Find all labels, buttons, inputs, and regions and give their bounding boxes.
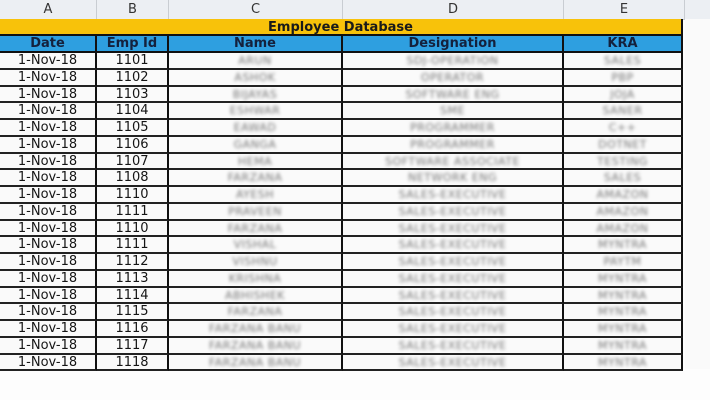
cell-emp-id[interactable]	[97, 254, 169, 271]
cell-date-text: 1-Nov-18	[17, 203, 78, 219]
cell-designation[interactable]	[343, 103, 564, 120]
cell-date-text: 1-Nov-18	[17, 53, 78, 68]
table-row	[0, 304, 683, 321]
cell-kra[interactable]	[564, 70, 683, 87]
cell-kra[interactable]	[564, 355, 683, 372]
cell-name[interactable]	[169, 271, 343, 288]
cell-kra-text: DOTNET	[598, 137, 647, 151]
column-header-d[interactable]: D	[343, 0, 564, 19]
cell-emp-id[interactable]	[97, 304, 169, 321]
table-row	[0, 288, 683, 305]
cell-date[interactable]	[0, 170, 97, 187]
cell-name-text: EAWAD	[233, 121, 277, 134]
cell-date[interactable]	[0, 187, 97, 204]
cell-emp-id-text: 1102	[115, 69, 149, 85]
cell-kra[interactable]	[564, 137, 683, 154]
cell-name[interactable]	[169, 187, 343, 204]
cell-designation[interactable]	[343, 338, 564, 355]
cell-emp-id-text: 1111	[115, 237, 149, 253]
cell-date-text: 1-Nov-18	[17, 287, 78, 303]
cell-emp-id-text: 1112	[115, 254, 149, 269]
cell-name[interactable]	[169, 321, 343, 338]
cell-emp-id-text: 1104	[115, 103, 149, 119]
cell-name[interactable]	[169, 53, 343, 70]
cell-designation[interactable]	[343, 254, 564, 271]
cell-date-text: 1-Nov-18	[17, 304, 78, 320]
cell-emp-id[interactable]	[97, 103, 169, 120]
cell-name[interactable]	[169, 87, 343, 104]
cell-designation-text: SALES-EXECUTIVE	[398, 322, 507, 335]
cell-emp-id-text: 1101	[115, 53, 149, 68]
cell-name[interactable]	[169, 120, 343, 137]
cell-designation[interactable]	[343, 170, 564, 187]
table-header-row	[0, 36, 683, 53]
header-date[interactable]: Date	[0, 36, 97, 53]
table-row	[0, 137, 683, 154]
cell-designation[interactable]	[343, 70, 564, 87]
cell-date-text: 1-Nov-18	[17, 354, 78, 370]
cell-date[interactable]	[0, 304, 97, 321]
cell-kra-text: MYNTRA	[598, 305, 647, 319]
cell-designation-text: NETWORK ENG	[408, 171, 497, 185]
cell-date[interactable]	[0, 154, 97, 171]
cell-date[interactable]	[0, 288, 97, 305]
cell-emp-id[interactable]	[97, 355, 169, 372]
cell-date[interactable]	[0, 137, 97, 154]
cell-kra-text: AMAZON	[596, 221, 649, 235]
cell-name-text: FARZANA	[227, 305, 283, 319]
cell-kra-text: PBP	[611, 70, 634, 84]
cell-emp-id-text: 1115	[115, 304, 149, 320]
cell-emp-id-text: 1103	[115, 86, 149, 102]
cell-kra-text: JOJA	[610, 87, 635, 101]
cell-kra[interactable]	[564, 304, 683, 321]
cell-designation-text: SALES-EXECUTIVE	[398, 338, 507, 352]
cell-kra[interactable]	[564, 271, 683, 288]
cell-name-text: FARZANA BANU	[208, 322, 302, 335]
cell-kra[interactable]	[564, 254, 683, 271]
cell-emp-id[interactable]	[97, 288, 169, 305]
cell-kra-text: MYNTRA	[598, 238, 647, 252]
cell-kra[interactable]	[564, 187, 683, 204]
cell-emp-id[interactable]	[97, 237, 169, 254]
cell-name[interactable]	[169, 137, 343, 154]
cell-emp-id-text: 1107	[115, 153, 149, 169]
table-row	[0, 271, 683, 288]
cell-emp-id-text: 1111	[115, 203, 149, 219]
column-header-c[interactable]: C	[169, 0, 343, 19]
cell-kra-text: C++	[608, 121, 637, 134]
cell-designation-text: SALES-EXECUTIVE	[398, 355, 507, 369]
cell-date[interactable]	[0, 53, 97, 70]
cell-name[interactable]	[169, 237, 343, 254]
cell-kra[interactable]	[564, 53, 683, 70]
cell-date[interactable]	[0, 355, 97, 372]
table-row	[0, 103, 683, 120]
cell-kra[interactable]	[564, 87, 683, 104]
cell-emp-id[interactable]	[97, 87, 169, 104]
cell-designation-text: SALES-EXECUTIVE	[398, 188, 507, 201]
cell-name-text: AYESH	[235, 188, 275, 201]
cell-date-text: 1-Nov-18	[17, 337, 78, 353]
column-header-e[interactable]: E	[564, 0, 685, 19]
cell-date-text: 1-Nov-18	[17, 220, 78, 236]
cell-designation[interactable]	[343, 53, 564, 70]
cell-designation-text: PROGRAMMER	[410, 137, 495, 151]
cell-designation-text: SME	[440, 104, 465, 118]
cell-date[interactable]	[0, 103, 97, 120]
cell-emp-id-text: 1110	[115, 220, 149, 236]
cell-kra[interactable]	[564, 120, 683, 137]
cell-designation[interactable]	[343, 120, 564, 137]
cell-name-text: PRAVEEN	[228, 204, 282, 218]
cell-kra[interactable]	[564, 103, 683, 120]
cell-emp-id-text: 1106	[115, 136, 149, 152]
cell-name-text: FARZANA	[227, 221, 283, 235]
cell-kra[interactable]	[564, 288, 683, 305]
cell-date-text: 1-Nov-18	[17, 120, 78, 135]
table-row	[0, 204, 683, 221]
cell-name[interactable]	[169, 154, 343, 171]
cell-kra[interactable]	[564, 204, 683, 221]
column-header-bar	[0, 0, 710, 20]
cell-designation[interactable]	[343, 304, 564, 321]
cell-emp-id[interactable]	[97, 170, 169, 187]
cell-emp-id-text: 1118	[115, 354, 149, 370]
cell-emp-id-text: 1110	[115, 187, 149, 202]
table-row	[0, 321, 683, 338]
cell-date-text: 1-Nov-18	[17, 103, 78, 119]
cell-kra-text: PAYTM	[603, 255, 642, 268]
cell-name-text: BIJAYAS	[232, 87, 278, 101]
table-title: Employee Database	[268, 20, 413, 35]
cell-name[interactable]	[169, 355, 343, 372]
cell-designation-text: SALES-EXECUTIVE	[398, 271, 507, 285]
table-row	[0, 237, 683, 254]
cell-name-text: VISHNU	[232, 255, 278, 268]
cell-date[interactable]	[0, 120, 97, 137]
cell-designation-text: SALES-EXECUTIVE	[398, 255, 507, 268]
cell-designation[interactable]	[343, 237, 564, 254]
cell-designation-text: SALES-EXECUTIVE	[398, 288, 507, 302]
cell-designation-text: PROGRAMMER	[410, 121, 495, 134]
cell-kra[interactable]	[564, 321, 683, 338]
cell-designation-text: OPERATOR	[420, 70, 485, 84]
cell-date-text: 1-Nov-18	[17, 270, 78, 286]
cell-designation[interactable]	[343, 355, 564, 372]
cell-kra-text: MYNTRA	[598, 355, 647, 369]
cell-emp-id-text: 1117	[115, 337, 149, 353]
cell-name[interactable]	[169, 221, 343, 238]
header-designation[interactable]: Designation	[343, 36, 564, 53]
table-row	[0, 355, 683, 372]
cell-name-text: ABHISHEK	[224, 288, 285, 302]
cell-date-text: 1-Nov-18	[17, 69, 78, 85]
cell-date[interactable]	[0, 70, 97, 87]
cell-name-text: FARZANA BANU	[208, 338, 302, 352]
cell-kra[interactable]	[564, 170, 683, 187]
cell-emp-id[interactable]	[97, 154, 169, 171]
cell-emp-id[interactable]	[97, 204, 169, 221]
cell-name-text: VISHAL	[233, 238, 277, 252]
cell-name[interactable]	[169, 338, 343, 355]
cell-name[interactable]	[169, 254, 343, 271]
cell-date[interactable]	[0, 271, 97, 288]
cell-date[interactable]	[0, 338, 97, 355]
cell-name[interactable]	[169, 70, 343, 87]
cell-emp-id-text: 1105	[115, 120, 149, 135]
table-row	[0, 221, 683, 238]
cell-designation-text: SALES-EXECUTIVE	[398, 221, 507, 235]
cell-kra-text: MYNTRA	[598, 288, 647, 302]
cell-emp-id-text: 1113	[115, 270, 149, 286]
cell-name-text: HEMA	[237, 154, 273, 168]
cell-designation-text: SDJ-OPERATION	[406, 54, 499, 67]
table-title-cell[interactable]	[0, 19, 683, 36]
column-header-b[interactable]: B	[97, 0, 169, 19]
cell-designation[interactable]	[343, 87, 564, 104]
cell-kra-text: AMAZON	[596, 204, 649, 218]
cell-kra-text: TESTING	[597, 154, 648, 168]
cell-designation-text: SOFTWARE ASSOCIATE	[385, 154, 520, 168]
cell-date-text: 1-Nov-18	[17, 187, 78, 202]
header-kra[interactable]: KRA	[564, 36, 683, 53]
cell-kra-text: MYNTRA	[598, 338, 647, 352]
cell-emp-id[interactable]	[97, 271, 169, 288]
cell-name[interactable]	[169, 204, 343, 221]
cell-emp-id[interactable]	[97, 221, 169, 238]
cell-designation-text: SALES-EXECUTIVE	[398, 238, 507, 252]
cell-name[interactable]	[169, 103, 343, 120]
table-row	[0, 254, 683, 271]
cell-designation-text: SOFTWARE ENG	[405, 87, 500, 101]
cell-date[interactable]	[0, 237, 97, 254]
cell-designation[interactable]	[343, 271, 564, 288]
cell-emp-id-text: 1108	[115, 170, 149, 186]
cell-emp-id[interactable]	[97, 70, 169, 87]
cell-date[interactable]	[0, 254, 97, 271]
cell-date-text: 1-Nov-18	[17, 321, 78, 336]
cell-emp-id[interactable]	[97, 137, 169, 154]
cell-date-text: 1-Nov-18	[17, 86, 78, 102]
cell-designation[interactable]	[343, 154, 564, 171]
cell-name[interactable]	[169, 170, 343, 187]
header-name[interactable]: Name	[169, 36, 343, 53]
cell-date-text: 1-Nov-18	[17, 153, 78, 169]
cell-date-text: 1-Nov-18	[17, 237, 78, 253]
cell-date-text: 1-Nov-18	[17, 170, 78, 186]
cell-designation[interactable]	[343, 137, 564, 154]
table-row	[0, 87, 683, 104]
cell-kra[interactable]	[564, 237, 683, 254]
cell-kra-text: SALES	[603, 54, 642, 67]
cell-designation[interactable]	[343, 204, 564, 221]
cell-date[interactable]	[0, 204, 97, 221]
table-row	[0, 53, 683, 70]
table-body	[0, 53, 683, 371]
table-row	[0, 170, 683, 187]
cell-date-text: 1-Nov-18	[17, 254, 78, 269]
table-row	[0, 120, 683, 137]
cell-name[interactable]	[169, 304, 343, 321]
empty-column-f[interactable]	[685, 19, 710, 369]
cell-emp-id[interactable]	[97, 187, 169, 204]
cell-kra-text: SANER	[602, 104, 643, 118]
cell-date[interactable]	[0, 87, 97, 104]
cell-kra-text: MYNTRA	[598, 322, 647, 335]
cell-emp-id[interactable]	[97, 338, 169, 355]
cell-date[interactable]	[0, 221, 97, 238]
cell-kra-text: MYNTRA	[598, 271, 647, 285]
cell-name-text: FARZANA	[227, 171, 283, 185]
cell-name[interactable]	[169, 288, 343, 305]
cell-name-text: ESHWAR	[229, 104, 281, 118]
cell-kra-text: SALES	[603, 171, 642, 185]
table-row	[0, 187, 683, 204]
cell-emp-id-text: 1116	[115, 321, 149, 336]
cell-emp-id[interactable]	[97, 53, 169, 70]
header-emp-id[interactable]: Emp Id	[97, 36, 169, 53]
cell-date[interactable]	[0, 321, 97, 338]
cell-emp-id-text: 1114	[115, 287, 149, 303]
cell-kra[interactable]	[564, 338, 683, 355]
cell-designation[interactable]	[343, 221, 564, 238]
cell-kra-text: AMAZON	[596, 188, 649, 201]
cell-kra[interactable]	[564, 221, 683, 238]
cell-emp-id[interactable]	[97, 120, 169, 137]
column-header-f[interactable]	[685, 0, 710, 19]
cell-name-text: KRISHNA	[228, 271, 282, 285]
cell-name-text: FARZANA BANU	[208, 355, 302, 369]
cell-designation-text: SALES-EXECUTIVE	[398, 204, 507, 218]
cell-emp-id[interactable]	[97, 321, 169, 338]
cell-designation-text: SALES-EXECUTIVE	[398, 305, 507, 319]
table-row	[0, 338, 683, 355]
cell-kra[interactable]	[564, 154, 683, 171]
cell-designation[interactable]	[343, 187, 564, 204]
table-row	[0, 70, 683, 87]
column-header-a[interactable]: A	[0, 0, 97, 19]
cell-name-text: GANGA	[233, 137, 277, 151]
cell-name-text: ASHOK	[234, 70, 276, 84]
cell-name-text: ARUN	[238, 54, 272, 67]
cell-designation[interactable]	[343, 288, 564, 305]
cell-date-text: 1-Nov-18	[17, 136, 78, 152]
cell-designation[interactable]	[343, 321, 564, 338]
table-row	[0, 154, 683, 171]
